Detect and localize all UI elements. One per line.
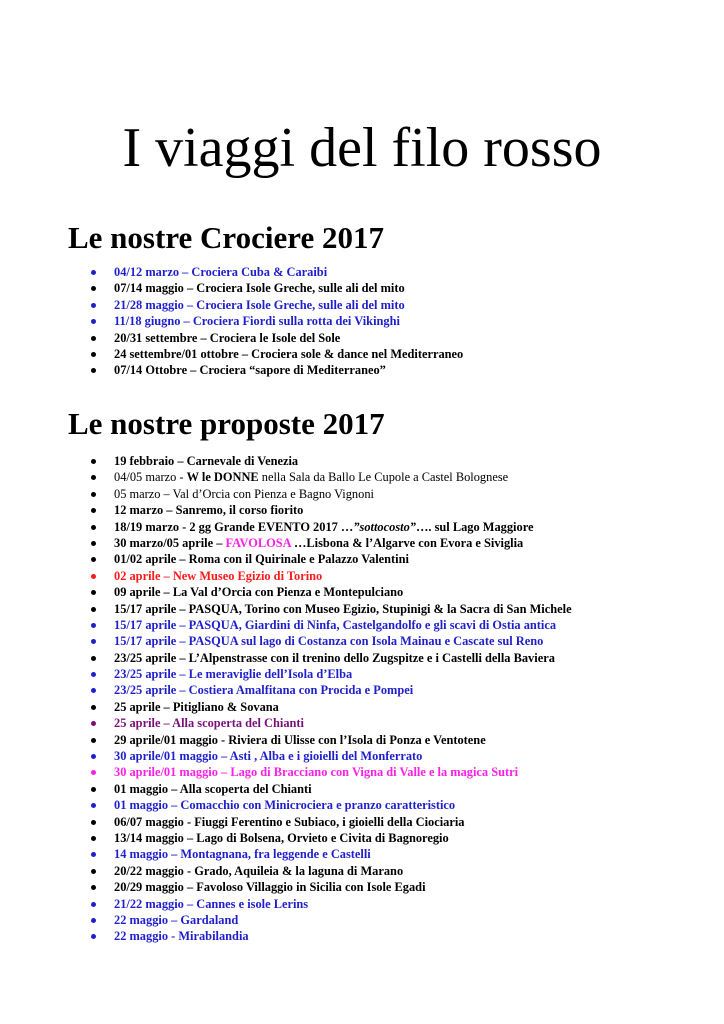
- list-item: [88, 297, 463, 313]
- bullet-icon: [91, 623, 96, 628]
- list-item: [88, 362, 463, 378]
- text-segment: 21/28 maggio – Crociera Isole Greche, sulle ali del mito: [114, 297, 405, 312]
- bullet-icon: [91, 738, 96, 743]
- list-item: [88, 568, 572, 584]
- bullet-icon: [91, 639, 96, 644]
- bullet-icon: [91, 721, 96, 726]
- list-item-text: [114, 815, 464, 829]
- bullet-icon: [91, 508, 96, 513]
- bullet-icon: [91, 803, 96, 808]
- text-segment: 23/25 aprile – L’Alpenstrasse con il trenino dello Zugspitze e i Castelli della Baviera: [114, 650, 555, 665]
- text-segment: 22 maggio - Mirabilandia: [114, 929, 249, 944]
- text-segment: 20/31 settembre – Crociera le Isole del Sole: [114, 330, 341, 345]
- text-segment: 01/02 aprile – Roma con il Quirinale e Palazzo Valentini: [114, 552, 409, 567]
- text-segment: 13/14 maggio – Lago di Bolsena, Orvieto e Civita di Bagnoregio: [114, 830, 449, 845]
- bullet-icon: [91, 852, 96, 857]
- list-item-text: [114, 536, 523, 550]
- list-item-text: [114, 585, 403, 599]
- bullet-icon: [91, 286, 96, 291]
- text-segment: 15/17 aprile – PASQUA sul lago di Costanza con Isola Mainau e Cascate sul Reno: [114, 634, 544, 649]
- bullet-icon: [91, 869, 96, 874]
- list-item: [88, 912, 572, 928]
- bullet-icon: [91, 270, 96, 275]
- bullet-icon: [91, 541, 96, 546]
- bullet-icon: [91, 688, 96, 693]
- section-heading-crociere: Le nostre Crociere 2017: [68, 220, 384, 255]
- list-item: [88, 519, 572, 535]
- list-item: [88, 732, 572, 748]
- text-segment: …Lisbona & l’Algarve con Evora e Siviglia: [290, 535, 524, 550]
- text-segment: 04/05 marzo -: [114, 470, 187, 485]
- list-item: [88, 469, 572, 485]
- text-segment: 09 aprile – La Val d’Orcia con Pienza e Montepulciano: [114, 585, 404, 600]
- list-item: [88, 666, 572, 682]
- text-segment: 18/19 marzo - 2 gg Grande EVENTO 2017 …: [114, 519, 354, 534]
- list-item-text: [114, 298, 405, 312]
- list-item: [88, 797, 572, 813]
- bullet-icon: [91, 770, 96, 775]
- list-item: [88, 280, 463, 296]
- list-item: [88, 830, 572, 846]
- bullet-icon: [91, 885, 96, 890]
- list-item-text: [114, 314, 400, 328]
- list-item: [88, 879, 572, 895]
- text-segment: 07/14 Ottobre – Crociera “sapore di Mediterraneo”: [114, 363, 386, 378]
- list-item-text: [114, 880, 426, 894]
- list-item-text: [114, 749, 422, 763]
- list-proposte: [88, 453, 572, 945]
- list-item-text: [114, 602, 572, 616]
- list-item: [88, 781, 572, 797]
- text-segment: 14 maggio – Montagnana, fra leggende e Castelli: [114, 847, 371, 862]
- bullet-icon: [91, 319, 96, 324]
- bullet-icon: [91, 902, 96, 907]
- list-item: [88, 928, 572, 944]
- list-item-text: [114, 782, 312, 796]
- list-item-text: [114, 847, 371, 861]
- bullet-icon: [91, 836, 96, 841]
- bullet-icon: [91, 705, 96, 710]
- text-segment: 23/25 aprile – Costiera Amalfitana con Procida e Pompei: [114, 683, 414, 698]
- list-item-text: [114, 716, 304, 730]
- text-segment: 25 aprile – Pitigliano & Sovana: [114, 699, 279, 714]
- list-item: [88, 846, 572, 862]
- list-item: [88, 486, 572, 502]
- list-item-text: [114, 700, 279, 714]
- bullet-icon: [91, 590, 96, 595]
- list-item-text: [114, 634, 543, 648]
- bullet-icon: [91, 574, 96, 579]
- list-item-text: [114, 347, 463, 361]
- text-segment: 25 aprile – Alla scoperta del Chianti: [114, 716, 304, 731]
- text-segment: 30 aprile/01 maggio – Asti , Alba e i gioielli del Monferrato: [114, 749, 423, 764]
- text-segment: 07/14 maggio – Crociera Isole Greche, sulle ali del mito: [114, 281, 405, 296]
- document-title: I viaggi del filo rosso: [122, 117, 602, 179]
- list-item-text: [114, 618, 556, 632]
- text-segment: 15/17 aprile – PASQUA, Torino con Museo Egizio, Stupinigi & la Sacra di San Michele: [114, 601, 572, 616]
- list-item-text: [114, 929, 249, 943]
- bullet-icon: [91, 820, 96, 825]
- list-item-text: [114, 487, 374, 501]
- bullet-icon: [91, 525, 96, 530]
- list-item: [88, 346, 463, 362]
- list-item: [88, 650, 572, 666]
- list-item-text: [114, 765, 518, 779]
- list-item: [88, 748, 572, 764]
- bullet-icon: [91, 672, 96, 677]
- text-segment: 29 aprile/01 maggio - Riviera di Ulisse con l’Isola di Ponza e Ventotene: [114, 732, 486, 747]
- list-item-text: [114, 683, 413, 697]
- text-segment: 02 aprile – New Museo Egizio di Torino: [114, 568, 323, 583]
- text-segment: 01 maggio – Comacchio con Minicrociera e pranzo caratteristico: [114, 798, 456, 813]
- text-segment: 01 maggio – Alla scoperta del Chianti: [114, 781, 312, 796]
- bullet-icon: [91, 459, 96, 464]
- text-segment: W le DONNE: [186, 470, 259, 485]
- list-item: [88, 715, 572, 731]
- text-segment: 24 settembre/01 ottobre – Crociera sole & dance nel Mediterraneo: [114, 346, 464, 361]
- list-item-text: [114, 520, 533, 534]
- list-item: [88, 535, 572, 551]
- list-item-text: [114, 667, 352, 681]
- bullet-icon: [91, 656, 96, 661]
- bullet-icon: [91, 754, 96, 759]
- text-segment: 15/17 aprile – PASQUA, Giardini di Ninfa, Castelgandolfo e gli scavi di Ostia antica: [114, 617, 557, 632]
- bullet-icon: [91, 918, 96, 923]
- list-item-text: [114, 265, 327, 279]
- text-segment: 19 febbraio – Carnevale di Venezia: [114, 454, 299, 468]
- list-item-text: [114, 503, 303, 517]
- text-segment: 04/12 marzo – Crociera Cuba & Caraibi: [114, 265, 328, 279]
- list-item-text: [114, 831, 449, 845]
- list-item-text: [114, 470, 508, 484]
- text-segment: 30 marzo/05 aprile –: [114, 535, 226, 550]
- list-item-text: [114, 864, 403, 878]
- list-item: [88, 764, 572, 780]
- section-heading-proposte: Le nostre proposte 2017: [68, 406, 385, 441]
- list-item: [88, 814, 572, 830]
- list-item: [88, 682, 572, 698]
- list-item-text: [114, 363, 386, 377]
- list-item: [88, 699, 572, 715]
- text-segment: 20/22 maggio - Grado, Aquileia & la laguna di Marano: [114, 863, 404, 878]
- text-segment: ”sottocosto”: [353, 519, 416, 534]
- bullet-icon: [91, 492, 96, 497]
- text-segment: 22 maggio – Gardaland: [114, 912, 239, 927]
- list-item: [88, 896, 572, 912]
- text-segment: 23/25 aprile – Le meraviglie dell’Isola d’Elba: [114, 667, 353, 682]
- list-item: [88, 863, 572, 879]
- list-crociere: [88, 264, 463, 379]
- bullet-icon: [91, 336, 96, 341]
- list-item-text: [114, 454, 298, 468]
- list-item-text: [114, 733, 486, 747]
- list-item-text: [114, 569, 322, 583]
- list-item: [88, 551, 572, 567]
- list-item: [88, 313, 463, 329]
- bullet-icon: [91, 475, 96, 480]
- text-segment: nella Sala da Ballo Le Cupole a Castel Bolognese: [258, 470, 509, 485]
- text-segment: 11/18 giugno – Crociera Fiordi sulla rotta dei Vikinghi: [114, 314, 400, 329]
- list-item: [88, 584, 572, 600]
- bullet-icon: [91, 787, 96, 792]
- list-item-text: [114, 798, 455, 812]
- list-item: [88, 633, 572, 649]
- list-item-text: [114, 897, 308, 911]
- text-segment: 20/29 maggio – Favoloso Villaggio in Sicilia con Isole Egadi: [114, 880, 426, 895]
- list-item-text: [114, 552, 409, 566]
- list-item: [88, 330, 463, 346]
- text-segment: 06/07 maggio - Fiuggi Ferentino e Subiaco, i gioielli della Ciociaria: [114, 814, 465, 829]
- text-segment: …. sul Lago Maggiore: [415, 519, 534, 534]
- list-item-text: [114, 651, 555, 665]
- list-item: [88, 453, 572, 469]
- text-segment: 30 aprile/01 maggio – Lago di Bracciano con Vigna di Valle e la magica Sutri: [114, 765, 519, 780]
- text-segment: FAVOLOSA: [225, 535, 291, 550]
- text-segment: 05 marzo – Val d’Orcia con Pienza e Bagno Vignoni: [114, 486, 374, 501]
- bullet-icon: [91, 352, 96, 357]
- bullet-icon: [91, 557, 96, 562]
- list-item-text: [114, 331, 340, 345]
- bullet-icon: [91, 303, 96, 308]
- bullet-icon: [91, 607, 96, 612]
- text-segment: 12 marzo – Sanremo, il corso fiorito: [114, 503, 304, 518]
- text-segment: 21/22 maggio – Cannes e isole Lerins: [114, 896, 309, 911]
- list-item-text: [114, 913, 238, 927]
- list-item: [88, 601, 572, 617]
- list-item: [88, 617, 572, 633]
- bullet-icon: [91, 368, 96, 373]
- list-item-text: [114, 281, 405, 295]
- list-item: [88, 502, 572, 518]
- bullet-icon: [91, 934, 96, 939]
- list-item: [88, 264, 463, 280]
